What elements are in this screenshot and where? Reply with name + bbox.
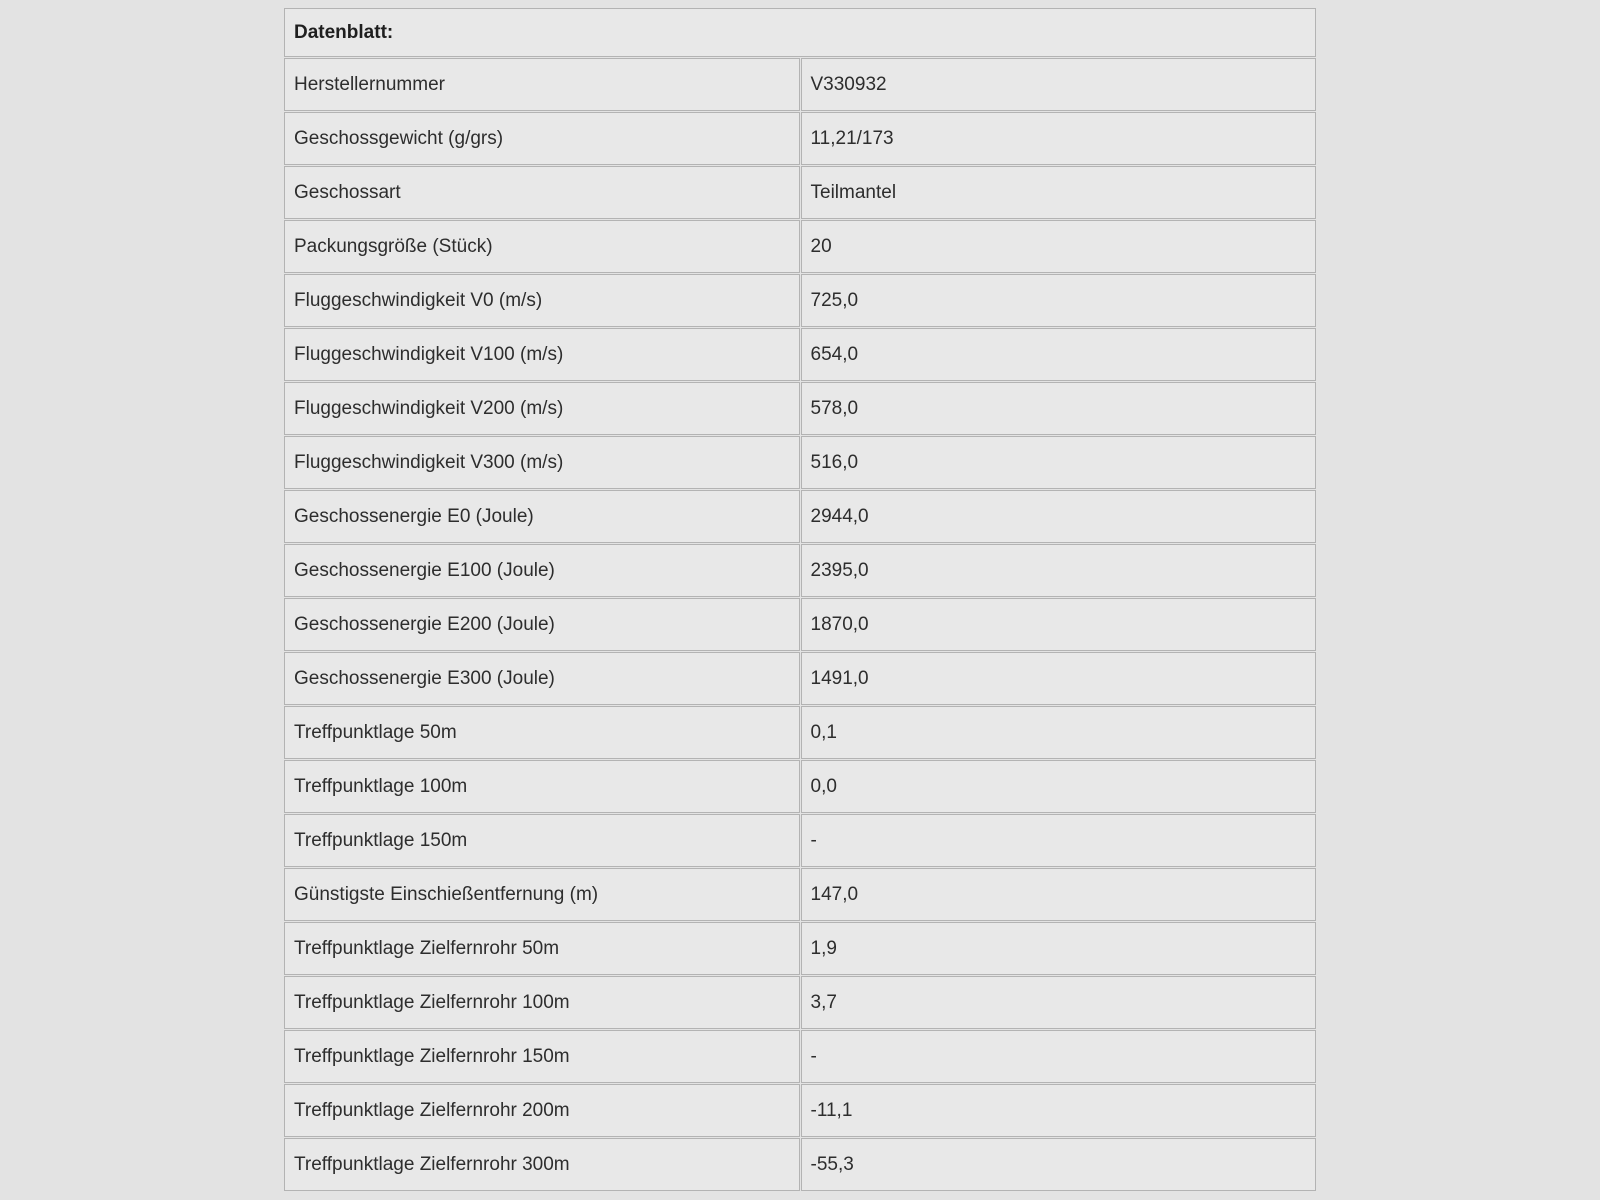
datasheet-table-body — [284, 8, 1316, 1191]
table-row — [284, 544, 1316, 597]
row-label: Packungsgröße (Stück) — [284, 220, 800, 273]
row-value: - — [801, 1030, 1317, 1083]
datasheet-title: Datenblatt: — [284, 8, 1316, 57]
row-label: Treffpunktlage 100m — [284, 760, 800, 813]
row-value: 1491,0 — [801, 652, 1317, 705]
row-label: Fluggeschwindigkeit V200 (m/s) — [284, 382, 800, 435]
row-value: 2944,0 — [801, 490, 1317, 543]
table-row — [284, 1084, 1316, 1137]
table-row — [284, 112, 1316, 165]
table-row — [284, 274, 1316, 327]
row-value: 20 — [801, 220, 1317, 273]
row-value: - — [801, 814, 1317, 867]
table-row — [284, 1138, 1316, 1191]
table-row — [284, 868, 1316, 921]
row-value: 725,0 — [801, 274, 1317, 327]
row-label: Treffpunktlage 50m — [284, 706, 800, 759]
row-value: 578,0 — [801, 382, 1317, 435]
table-row — [284, 382, 1316, 435]
row-label: Geschossenergie E0 (Joule) — [284, 490, 800, 543]
datasheet-title-row — [284, 8, 1316, 57]
row-label: Treffpunktlage Zielfernrohr 50m — [284, 922, 800, 975]
row-label: Geschossgewicht (g/grs) — [284, 112, 800, 165]
row-value: Teilmantel — [801, 166, 1317, 219]
row-label: Geschossenergie E300 (Joule) — [284, 652, 800, 705]
row-value: 3,7 — [801, 976, 1317, 1029]
row-label: Treffpunktlage 150m — [284, 814, 800, 867]
table-row — [284, 814, 1316, 867]
row-value: 0,0 — [801, 760, 1317, 813]
row-label: Fluggeschwindigkeit V0 (m/s) — [284, 274, 800, 327]
table-row — [284, 760, 1316, 813]
row-value: 2395,0 — [801, 544, 1317, 597]
row-label: Treffpunktlage Zielfernrohr 200m — [284, 1084, 800, 1137]
row-value: 1,9 — [801, 922, 1317, 975]
row-value: -55,3 — [801, 1138, 1317, 1191]
row-value: V330932 — [801, 58, 1317, 111]
table-row — [284, 490, 1316, 543]
row-value: 516,0 — [801, 436, 1317, 489]
row-label: Treffpunktlage Zielfernrohr 100m — [284, 976, 800, 1029]
row-value: 1870,0 — [801, 598, 1317, 651]
table-row — [284, 328, 1316, 381]
datasheet-table — [283, 7, 1317, 1192]
table-row — [284, 436, 1316, 489]
row-label: Geschossenergie E100 (Joule) — [284, 544, 800, 597]
row-value: -11,1 — [801, 1084, 1317, 1137]
table-row — [284, 652, 1316, 705]
table-row — [284, 976, 1316, 1029]
row-label: Fluggeschwindigkeit V100 (m/s) — [284, 328, 800, 381]
row-value: 147,0 — [801, 868, 1317, 921]
table-row — [284, 220, 1316, 273]
row-label: Günstigste Einschießentfernung (m) — [284, 868, 800, 921]
table-row — [284, 1030, 1316, 1083]
row-label: Geschossart — [284, 166, 800, 219]
row-label: Treffpunktlage Zielfernrohr 300m — [284, 1138, 800, 1191]
table-row — [284, 58, 1316, 111]
table-row — [284, 706, 1316, 759]
row-value: 0,1 — [801, 706, 1317, 759]
row-label: Geschossenergie E200 (Joule) — [284, 598, 800, 651]
row-value: 654,0 — [801, 328, 1317, 381]
row-value: 11,21/173 — [801, 112, 1317, 165]
row-label: Treffpunktlage Zielfernrohr 150m — [284, 1030, 800, 1083]
table-row — [284, 166, 1316, 219]
row-label: Herstellernummer — [284, 58, 800, 111]
table-row — [284, 598, 1316, 651]
row-label: Fluggeschwindigkeit V300 (m/s) — [284, 436, 800, 489]
table-row — [284, 922, 1316, 975]
